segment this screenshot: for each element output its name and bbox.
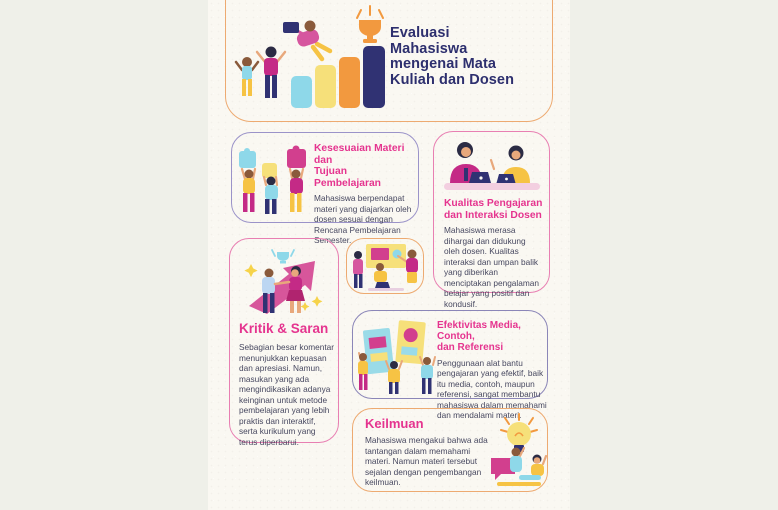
climbing-person (283, 21, 330, 60)
poster-title-line: Kuliah dan Dosen (390, 71, 515, 88)
trophy-icon (359, 20, 381, 43)
bar-yellow (315, 65, 336, 108)
card-efektivitas (352, 310, 548, 421)
bar-cyan (291, 76, 312, 108)
card-keilmuan-heading: Keilmuan (365, 416, 424, 431)
cheering-person (257, 47, 285, 99)
poster-title-line: Mahasiswa (390, 40, 468, 57)
puzzle-piece-yellow (262, 163, 277, 178)
poster-title (390, 26, 550, 88)
puzzle-piece-magenta (287, 149, 306, 168)
puzzle-piece-cyan (239, 151, 256, 168)
heading-line: Efektivitas Media, Contoh, (437, 320, 521, 343)
bar-orange (339, 57, 360, 108)
card-efektivitas-text (437, 320, 547, 421)
card-efektivitas-heading (437, 320, 547, 354)
sitting-person (519, 455, 546, 481)
heading-line: Kualitas Pengajaran (444, 198, 543, 209)
handshake-arrow-illustration (239, 246, 329, 318)
heading-line: Kesesuaian Materi dan (314, 143, 405, 166)
heading-line: dan Interaksi Dosen (444, 209, 542, 221)
card-keilmuan-text (365, 416, 489, 488)
card-kritik-saran (229, 238, 339, 447)
heading-line: Tujuan Pembelajaran (314, 166, 381, 189)
idea-lightbulb-illustration (489, 412, 547, 490)
card-meeting-illustration (346, 238, 424, 294)
puzzle-person-right (290, 169, 303, 212)
media-boards-illustration (357, 317, 437, 395)
card-kesesuaian-body: Mahasiswa berpendapat materi yang diajarkan oleh dosen sesuai dengan Rencana Pembelajaran Semester. (314, 193, 412, 246)
card-kualitas (433, 131, 550, 309)
lecturer-student-laptops-illustration (442, 138, 542, 196)
poster-title-line: Evaluasi (390, 25, 450, 41)
trophy-icon (272, 250, 294, 264)
card-keilmuan-body: Mahasiswa mengakui bahwa ada tantangan dalam memahami materi. Namun materi tersebut sejalan dengan pengembangan keilmuan. (365, 435, 488, 487)
poster-title-line: mengenai Mata (390, 56, 497, 73)
heading-line: dan Referensi (437, 342, 504, 354)
card-kualitas-body: Mahasiswa merasa dihargai dan didukung oleh dosen. Kualitas interaksi dan umpan balik yang diberikan menciptakan pengalaman belajar yang positif dan kondusif. (444, 225, 540, 309)
infographic-poster (208, 0, 570, 510)
meeting-person-left (353, 251, 363, 288)
bar-navy (363, 46, 385, 108)
trophy-rays-icon (357, 6, 383, 18)
bar-chart-trophy-illustration (233, 2, 391, 108)
card-kesesuaian-text (314, 143, 414, 246)
puzzle-person-middle (264, 177, 278, 215)
reaching-person (510, 448, 524, 473)
carrier-right (420, 357, 435, 394)
card-kualitas-heading (444, 198, 543, 221)
carrier-left (358, 353, 368, 390)
card-kesesuaian-heading (314, 143, 414, 189)
carrier-middle (386, 361, 402, 394)
table (368, 288, 404, 291)
card-kritik-heading: Kritik & Saran (239, 321, 329, 336)
ground (497, 482, 541, 486)
card-kesesuaian (231, 132, 419, 246)
lightbulb-icon (507, 422, 531, 452)
puzzle-person-left (242, 169, 255, 212)
team-meeting-illustration (350, 242, 422, 292)
card-keilmuan (352, 408, 548, 492)
cheering-kid (236, 57, 258, 96)
desk (444, 183, 540, 190)
card-efektivitas-body: Penggunaan alat bantu pengajaran yang efektif, baik itu media, contoh, maupun referensi, sangat membantu mahasiswa dalam memahami dan mendalami materi. (437, 357, 547, 421)
puzzle-pieces-illustration (235, 141, 315, 217)
card-kualitas-text (444, 198, 543, 309)
card-kritik-body: Sebagian besar komentar menunjukkan kepuasan dan apresiasi. Namun, masukan yang ada mengindikasikan adanya keinginan untuk metode pembelajaran yang lebih praktis dan interaktif, serta kurikulum yang terus diperbarui. (239, 342, 335, 447)
